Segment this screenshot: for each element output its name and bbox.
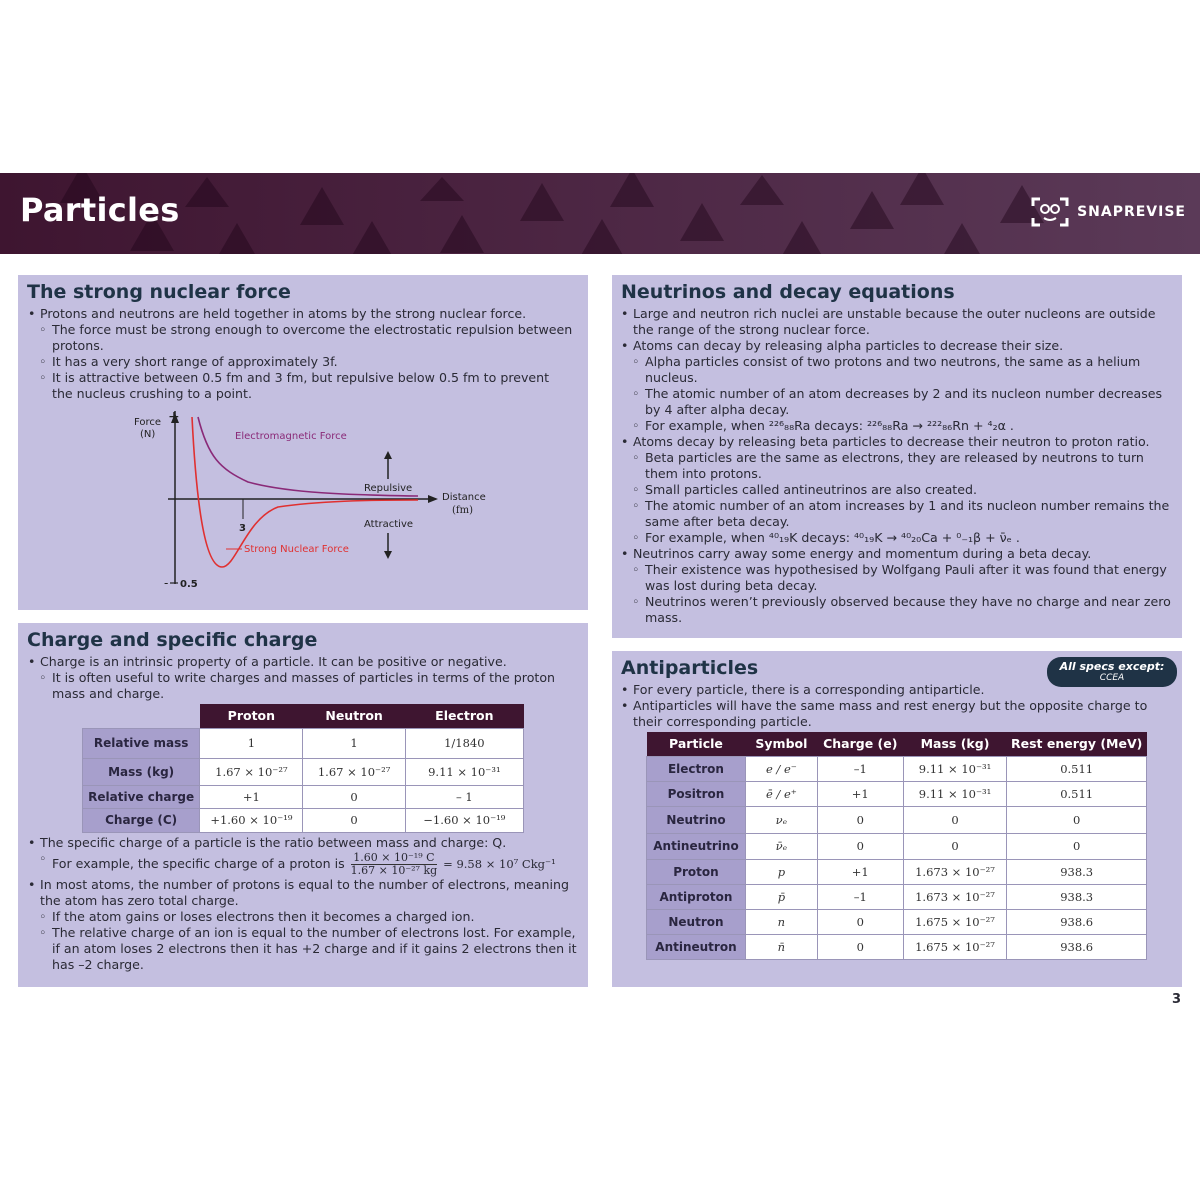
strong-force-label: Strong Nuclear Force — [244, 544, 349, 555]
y-axis-label-force: Force — [134, 417, 162, 428]
plus-sign: + — [168, 409, 180, 425]
repulsive-arrow-head — [384, 451, 392, 459]
charge-title: Charge and specific charge — [27, 629, 318, 651]
example-text: ◦ For example, the specific charge of a proton is — [52, 856, 345, 871]
antiparticles-panel — [612, 651, 1182, 987]
table-cell: 1.675 × 10⁻²⁷ — [903, 934, 1007, 959]
alpha-decay-example: ◦ For example, when ²²⁶₈₈Ra decays: ²²⁶₈₈Ra → ²²²₈₆Rn + ⁴₂α . — [621, 418, 1176, 434]
table-cell: 0.511 — [1007, 781, 1147, 806]
table-row — [647, 756, 1147, 781]
row-label: Positron — [647, 781, 746, 806]
fraction-denominator: 1.67 × 10⁻²⁷ kg — [350, 863, 438, 877]
list-item: ◦ Small particles called antineutrinos are also created. — [621, 482, 1176, 498]
list-item: • Large and neutron rich nuclei are unstable because the outer nucleons are outside the range of the strong nuclear force. — [621, 306, 1176, 338]
list-item: ◦ It has a very short range of approximately 3f. — [28, 354, 573, 370]
row-label: Electron — [647, 756, 746, 781]
list-item: ◦ Neutrinos weren’t previously observed because they have no charge and near zero mass. — [621, 594, 1176, 626]
antiparticles-table — [646, 732, 1147, 960]
row-label: Antiproton — [647, 884, 746, 909]
strong-force-bullets — [28, 306, 573, 402]
row-label-mass: Mass (kg) — [83, 758, 200, 785]
antiparticles-bullets — [621, 682, 1176, 730]
table-cell: 0.511 — [1007, 756, 1147, 781]
list-item: • For every particle, there is a corresponding antiparticle. — [621, 682, 1176, 698]
row-label-relative-charge: Relative charge — [83, 785, 200, 808]
table-cell: p̄ — [745, 884, 817, 909]
charge-after-bullets — [28, 835, 578, 973]
table-row — [647, 806, 1147, 833]
brand-name: SNAPREVISE — [1077, 204, 1186, 220]
table-cell: +1 — [200, 785, 303, 808]
table-cell: 938.6 — [1007, 909, 1147, 934]
table-cell: 1.67 × 10⁻²⁷ — [303, 758, 405, 785]
col-proton: Proton — [200, 704, 303, 728]
neutrinos-title: Neutrinos and decay equations — [621, 281, 955, 303]
table-row — [647, 934, 1147, 959]
beta-decay-example: ◦ For example, when ⁴⁰₁₉K decays: ⁴⁰₁₉K → ⁴⁰₂₀Ca + ⁰₋₁β + ν̄ₑ . — [621, 530, 1176, 546]
list-item: ◦ The force must be strong enough to overcome the electrostatic repulsion between protons. — [28, 322, 573, 354]
list-item: • In most atoms, the number of protons is equal to the number of electrons, meaning the atom has zero total charge. — [28, 877, 578, 909]
list-item: ◦ Beta particles are the same as electrons, they are released by neutrons to turn them into protons. — [621, 450, 1176, 482]
list-item: ◦ Their existence was hypothesised by Wolfgang Pauli after it was found that energy was lost during beta decay. — [621, 562, 1176, 594]
col-electron: Electron — [405, 704, 523, 728]
fraction — [351, 852, 438, 877]
particle-charge-table — [82, 704, 524, 833]
table-cell: n — [745, 909, 817, 934]
list-item: • Charge is an intrinsic property of a particle. It can be positive or negative. — [28, 654, 573, 670]
neutrinos-bullets — [621, 306, 1176, 626]
strong-force-title: The strong nuclear force — [27, 281, 291, 303]
row-label: Antineutrino — [647, 833, 746, 859]
table-cell: 0 — [903, 806, 1007, 833]
fraction-numerator: 1.60 × 10⁻¹⁹ C — [353, 850, 435, 864]
table-cell: –1 — [817, 756, 903, 781]
row-label: Neutrino — [647, 806, 746, 833]
col-rest-energy: Rest energy (MeV) — [1007, 732, 1147, 756]
table-cell: 1 — [303, 728, 405, 758]
table-cell: νₑ — [745, 806, 817, 833]
table-cell: 938.3 — [1007, 884, 1147, 909]
table-cell: +1 — [817, 781, 903, 806]
col-neutron: Neutron — [303, 704, 405, 728]
list-item: • Antiparticles will have the same mass and rest energy but the opposite charge to their corresponding particle. — [621, 698, 1176, 730]
col-symbol: Symbol — [745, 732, 817, 756]
em-force-label: Electromagnetic Force — [235, 431, 347, 442]
table-cell: 0 — [817, 909, 903, 934]
table-cell: 0 — [817, 934, 903, 959]
table-cell: e / e⁻ — [745, 756, 817, 781]
table-cell: 1.675 × 10⁻²⁷ — [903, 909, 1007, 934]
table-row — [647, 909, 1147, 934]
list-item: • Atoms decay by releasing beta particles to decrease their neutron to proton ratio. — [621, 434, 1176, 450]
list-item: ◦ It is attractive between 0.5 fm and 3 fm, but repulsive below 0.5 fm to prevent the nucleus crushing to a point. — [28, 370, 573, 402]
list-item: • The specific charge of a particle is the ratio between mass and charge: Q. — [28, 835, 578, 851]
list-item: ◦ The atomic number of an atom decreases by 2 and its nucleon number decreases by 4 after alpha decay. — [621, 386, 1176, 418]
page-title: Particles — [20, 191, 180, 229]
table-cell: 9.11 × 10⁻³¹ — [405, 758, 523, 785]
table-cell: 1.673 × 10⁻²⁷ — [903, 859, 1007, 884]
x-axis-label: Distance — [442, 492, 486, 503]
list-item: ◦ If the atom gains or loses electrons then it becomes a charged ion. — [28, 909, 578, 925]
table-cell: 1 — [200, 728, 303, 758]
table-cell: – 1 — [405, 785, 523, 808]
table-row — [647, 859, 1147, 884]
x-axis-arrow — [428, 495, 438, 503]
force-graph — [128, 407, 508, 597]
table-cell: 0 — [903, 833, 1007, 859]
row-label-relative-mass: Relative mass — [83, 728, 200, 758]
charge-intro-bullets — [28, 654, 573, 702]
table-cell: 938.6 — [1007, 934, 1147, 959]
table-cell: 938.3 — [1007, 859, 1147, 884]
list-item: • Protons and neutrons are held together in atoms by the strong nuclear force. — [28, 306, 573, 322]
specific-charge-example — [28, 851, 578, 877]
table-cell: 0 — [1007, 806, 1147, 833]
table-cell: 0 — [817, 806, 903, 833]
table-cell: p — [745, 859, 817, 884]
repulsive-label: Repulsive — [364, 483, 413, 494]
minus-sign: - — [164, 576, 169, 590]
charge-panel — [18, 623, 588, 987]
strong-force-panel — [18, 275, 588, 610]
table-cell: 1.67 × 10⁻²⁷ — [200, 758, 303, 785]
y-axis-label-unit: (N) — [140, 429, 156, 440]
snaprevise-logo-icon — [1031, 197, 1069, 227]
table-cell: ē / e⁺ — [745, 781, 817, 806]
row-label: Neutron — [647, 909, 746, 934]
list-item: • Atoms can decay by releasing alpha particles to decrease their size. — [621, 338, 1176, 354]
antiparticles-title: Antiparticles — [621, 657, 759, 679]
table-cell: 0 — [303, 785, 405, 808]
col-charge: Charge (e) — [817, 732, 903, 756]
list-item: ◦ The atomic number of an atom increases by 1 and its nucleon number remains the same after beta decay. — [621, 498, 1176, 530]
table-cell: −1.60 × 10⁻¹⁹ — [405, 808, 523, 832]
table-cell: ν̄ₑ — [745, 833, 817, 859]
specific-charge-result: = 9.58 × 10⁷ Ckg⁻¹ — [443, 857, 556, 871]
table-cell: 1/1840 — [405, 728, 523, 758]
badge-line1: All specs except: — [1059, 660, 1165, 673]
table-row — [647, 884, 1147, 909]
table-row — [647, 781, 1147, 806]
table-cell: 0 — [1007, 833, 1147, 859]
table-cell: –1 — [817, 884, 903, 909]
col-mass: Mass (kg) — [903, 732, 1007, 756]
attractive-arrow-head — [384, 551, 392, 559]
table-cell: 1.673 × 10⁻²⁷ — [903, 884, 1007, 909]
table-row — [647, 833, 1147, 859]
row-label: Proton — [647, 859, 746, 884]
table-cell: n̄ — [745, 934, 817, 959]
table-cell: +1.60 × 10⁻¹⁹ — [200, 808, 303, 832]
page-header — [0, 173, 1200, 254]
list-item: ◦ It is often useful to write charges and masses of particles in terms of the proton mass and charge. — [28, 670, 573, 702]
table-cell: 0 — [817, 833, 903, 859]
table-cell: +1 — [817, 859, 903, 884]
list-item: ◦ Alpha particles consist of two protons and two neutrons, the same as a helium nucleus. — [621, 354, 1176, 386]
page-number: 3 — [1171, 992, 1181, 1007]
neutrinos-panel — [612, 275, 1182, 638]
col-particle: Particle — [647, 732, 746, 756]
table-cell: 9.11 × 10⁻³¹ — [903, 756, 1007, 781]
row-label: Antineutron — [647, 934, 746, 959]
badge-line2: CCEA — [1099, 673, 1125, 683]
table-cell: 0 — [303, 808, 405, 832]
row-label-charge: Charge (C) — [83, 808, 200, 832]
list-item: • Neutrinos carry away some energy and momentum during a beta decay. — [621, 546, 1176, 562]
x-axis-unit: (fm) — [452, 505, 473, 516]
tick-3-label: 3 — [239, 523, 246, 534]
list-item: ◦ The relative charge of an ion is equal to the number of electrons lost. For example, if an atom loses 2 electrons then it has +2 charge and if it gains 2 electrons then it has –2 charge. — [28, 925, 578, 973]
tick-05-label: 0.5 — [180, 579, 198, 590]
attractive-label: Attractive — [364, 519, 414, 530]
table-cell: 9.11 × 10⁻³¹ — [903, 781, 1007, 806]
brand-logo — [1031, 197, 1186, 227]
